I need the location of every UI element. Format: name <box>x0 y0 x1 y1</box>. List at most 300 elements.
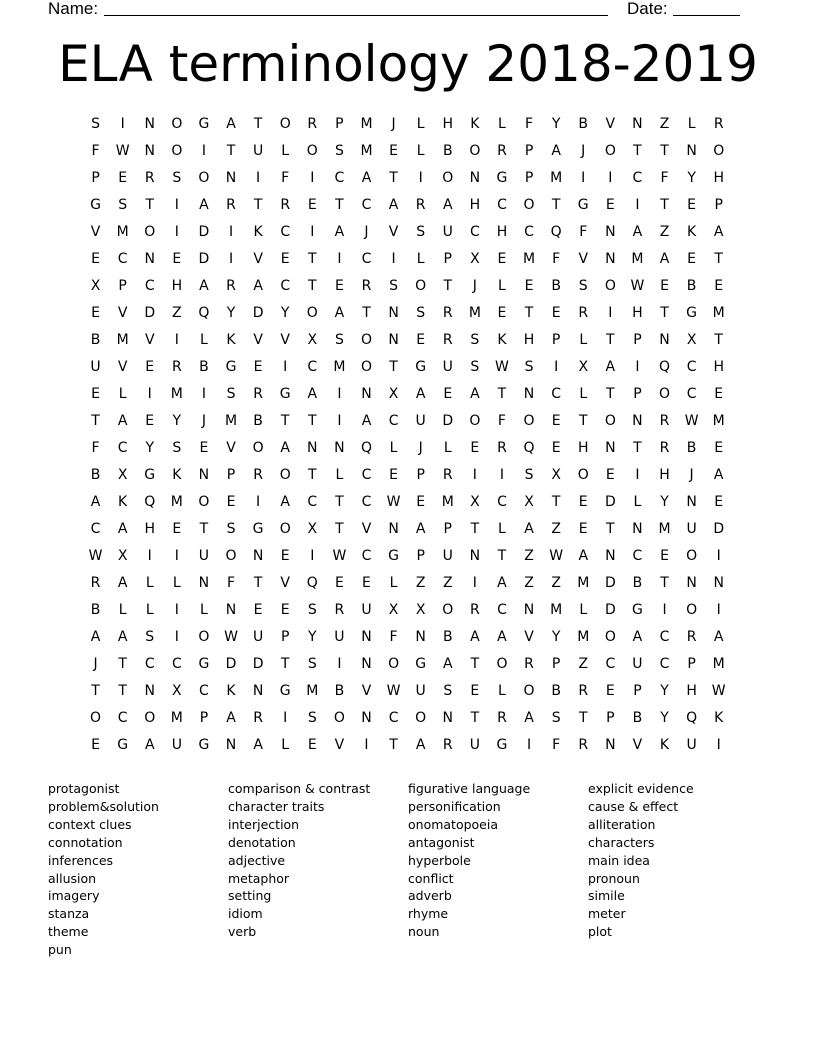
grid-letter: B <box>90 332 101 348</box>
grid-letter: Y <box>172 413 182 429</box>
grid-letter: N <box>198 467 210 483</box>
grid-letter: I <box>472 575 477 591</box>
grid-letter: L <box>416 251 425 267</box>
grid-letter: N <box>469 548 481 564</box>
grid-letter: C <box>632 548 643 564</box>
word-bank-item: stanza <box>48 906 90 922</box>
grid-letter: H <box>686 683 697 699</box>
grid-letter: G <box>631 602 643 618</box>
grid-letter: C <box>199 683 209 699</box>
grid-letter: K <box>497 332 507 348</box>
grid-letter: U <box>469 737 480 753</box>
grid-letter: Y <box>308 629 317 645</box>
grid-letter: V <box>117 359 128 375</box>
grid-letter: I <box>526 737 532 753</box>
grid-letter: N <box>659 332 670 348</box>
grid-letter: R <box>442 332 453 348</box>
grid-letter: T <box>362 305 371 321</box>
grid-letter: E <box>172 251 182 267</box>
grid-letter: D <box>442 413 454 429</box>
grid-letter: F <box>91 440 100 456</box>
grid-letter: I <box>337 251 342 267</box>
grid-letter: A <box>361 170 372 186</box>
grid-letter: V <box>524 629 534 645</box>
grid-letter: E <box>91 737 100 753</box>
grid-letter: N <box>252 548 264 564</box>
grid-letter: S <box>524 359 534 375</box>
grid-letter: F <box>660 170 669 186</box>
grid-letter: Q <box>659 359 671 375</box>
grid-letter: A <box>470 629 480 645</box>
word-bank-item: protagonist <box>48 781 120 796</box>
grid-letter: T <box>606 521 615 537</box>
word-search-grid <box>82 111 732 759</box>
grid-letter: I <box>364 737 369 753</box>
grid-letter: H <box>442 116 454 132</box>
grid-letter: A <box>497 629 507 645</box>
grid-letter: L <box>118 386 127 402</box>
grid-letter: A <box>605 359 616 375</box>
grid-letter: P <box>633 386 642 402</box>
grid-letter: I <box>581 170 586 186</box>
grid-letter: O <box>333 710 345 726</box>
grid-letter: N <box>632 413 643 429</box>
grid-letter: C <box>117 710 128 726</box>
grid-letter: U <box>415 683 426 699</box>
word-bank-item: conflict <box>408 870 454 886</box>
grid-letter: Z <box>551 575 561 591</box>
grid-letter: C <box>117 251 128 267</box>
grid-letter: C <box>686 386 697 402</box>
grid-letter: O <box>198 170 210 186</box>
grid-letter: O <box>171 116 183 132</box>
grid-letter: F <box>552 251 561 267</box>
word-bank-item: alliteration <box>588 816 656 832</box>
word-bank-item: inferences <box>48 852 114 868</box>
grid-letter: Y <box>226 305 236 321</box>
grid-letter: V <box>90 224 101 240</box>
grid-letter: L <box>389 440 398 456</box>
grid-letter: Y <box>660 494 669 510</box>
grid-letter: C <box>659 629 670 645</box>
grid-letter: D <box>198 251 210 267</box>
grid-row <box>82 273 732 300</box>
grid-letter: M <box>306 683 319 699</box>
grid-letter: Z <box>442 575 453 591</box>
grid-letter: Q <box>523 440 535 456</box>
grid-row <box>82 489 732 516</box>
grid-letter: L <box>498 521 506 537</box>
grid-letter: O <box>523 683 535 699</box>
grid-letter: R <box>713 116 724 132</box>
grid-letter: S <box>389 278 399 294</box>
grid-letter: Q <box>306 575 318 591</box>
grid-letter: G <box>388 548 399 564</box>
grid-letter: S <box>524 467 534 483</box>
grid-letter: A <box>713 224 724 240</box>
grid-letter: E <box>145 413 155 429</box>
grid-letter: N <box>225 737 237 753</box>
grid-letter: N <box>144 251 155 267</box>
grid-letter: X <box>172 683 182 699</box>
grid-letter: A <box>713 467 724 483</box>
grid-letter: T <box>389 737 398 753</box>
grid-letter: A <box>117 575 128 591</box>
grid-letter: E <box>524 278 534 294</box>
grid-letter: L <box>145 602 154 618</box>
grid-letter: O <box>279 467 291 483</box>
grid-letter: C <box>280 224 291 240</box>
grid-letter: E <box>578 521 588 537</box>
name-label: Name: <box>48 0 99 18</box>
grid-letter: B <box>686 278 697 294</box>
grid-letter: R <box>171 359 182 375</box>
grid-row <box>82 300 732 327</box>
grid-letter: T <box>524 305 534 321</box>
grid-letter: K <box>714 710 724 726</box>
grid-letter: O <box>388 656 400 672</box>
grid-letter: U <box>686 737 697 753</box>
grid-letter: E <box>172 521 182 537</box>
grid-letter: P <box>416 548 425 564</box>
grid-letter: C <box>632 170 643 186</box>
grid-letter: I <box>716 602 721 618</box>
grid-letter: C <box>605 656 616 672</box>
grid-letter: L <box>389 575 398 591</box>
grid-letter: X <box>524 494 534 510</box>
word-bank-item: pronoun <box>588 870 640 886</box>
grid-letter: E <box>605 467 615 483</box>
grid-letter: X <box>578 359 589 375</box>
grid-letter: V <box>388 224 399 240</box>
grid-letter: I <box>174 629 179 645</box>
grid-letter: Z <box>524 548 534 564</box>
grid-letter: D <box>604 575 616 591</box>
date-blank-line <box>673 15 740 16</box>
grid-letter: C <box>171 656 182 672</box>
grid-letter: E <box>605 683 615 699</box>
grid-letter: B <box>442 629 453 645</box>
grid-letter: X <box>551 467 561 483</box>
grid-letter: U <box>361 602 372 618</box>
grid-letter: L <box>416 143 425 159</box>
grid-letter: O <box>604 143 616 159</box>
grid-letter: E <box>551 440 561 456</box>
grid-letter: M <box>712 305 725 321</box>
grid-letter: H <box>496 224 508 240</box>
grid-letter: T <box>606 386 615 402</box>
grid-letter: E <box>443 386 453 402</box>
word-bank-item: denotation <box>228 834 296 850</box>
grid-letter: D <box>252 656 264 672</box>
grid-letter: G <box>225 359 237 375</box>
word-bank-item: verb <box>228 924 257 940</box>
grid-letter: T <box>497 386 507 402</box>
grid-row <box>82 219 732 246</box>
grid-letter: N <box>388 521 399 537</box>
grid-letter: O <box>198 494 210 510</box>
grid-letter: R <box>253 467 263 483</box>
grid-letter: Z <box>524 575 534 591</box>
grid-row <box>82 165 732 192</box>
grid-letter: A <box>334 305 345 321</box>
grid-letter: N <box>713 575 724 591</box>
grid-letter: C <box>280 278 291 294</box>
grid-letter: C <box>497 197 507 213</box>
grid-letter: O <box>686 548 698 564</box>
grid-letter: P <box>524 143 534 159</box>
grid-letter: T <box>714 332 723 348</box>
grid-letter: T <box>253 575 263 591</box>
grid-letter: T <box>308 413 317 429</box>
grid-letter: Q <box>360 440 372 456</box>
grid-letter: X <box>117 548 128 564</box>
grid-letter: V <box>280 332 290 348</box>
grid-letter: M <box>224 413 238 429</box>
grid-letter: E <box>199 440 209 456</box>
grid-letter: Y <box>551 116 561 132</box>
grid-letter: R <box>253 710 263 726</box>
grid-letter: M <box>360 116 373 132</box>
word-bank-item: metaphor <box>228 870 290 886</box>
grid-letter: A <box>442 656 453 672</box>
grid-letter: L <box>498 278 506 294</box>
grid-letter: P <box>443 521 452 537</box>
grid-row <box>82 705 732 732</box>
grid-row <box>82 435 732 462</box>
grid-letter: P <box>714 197 723 213</box>
grid-letter: T <box>253 197 263 213</box>
grid-letter: L <box>200 332 208 348</box>
grid-letter: Q <box>144 494 156 510</box>
grid-letter: N <box>144 116 155 132</box>
grid-letter: O <box>360 332 372 348</box>
word-bank-column <box>588 780 768 959</box>
grid-letter: A <box>90 629 101 645</box>
grid-letter: F <box>281 170 290 186</box>
grid-letter: N <box>605 251 616 267</box>
grid-letter: L <box>145 575 154 591</box>
grid-row <box>82 111 732 138</box>
grid-letter: Q <box>198 305 210 321</box>
grid-letter: W <box>332 548 347 564</box>
grid-letter: C <box>117 440 128 456</box>
word-bank-item: setting <box>228 888 272 904</box>
grid-row <box>82 678 732 705</box>
grid-letter: G <box>415 656 427 672</box>
grid-row <box>82 543 732 570</box>
date-label: Date: <box>627 0 668 18</box>
grid-letter: W <box>224 629 238 645</box>
grid-letter: P <box>524 170 534 186</box>
grid-letter: N <box>686 575 697 591</box>
grid-row <box>82 516 732 543</box>
word-bank-item: theme <box>48 924 89 940</box>
grid-row <box>82 381 732 408</box>
grid-letter: S <box>91 116 100 132</box>
grid-letter: K <box>470 116 480 132</box>
grid-letter: D <box>713 521 725 537</box>
grid-letter: I <box>120 116 125 132</box>
word-bank-item: noun <box>408 924 440 940</box>
grid-letter: N <box>198 575 210 591</box>
grid-letter: R <box>334 602 345 618</box>
word-bank-item: explicit evidence <box>588 781 694 796</box>
grid-letter: I <box>256 170 261 186</box>
grid-letter: D <box>225 656 237 672</box>
grid-letter: N <box>686 143 697 159</box>
grid-letter: T <box>335 197 344 213</box>
grid-letter: O <box>306 143 318 159</box>
grid-letter: B <box>632 575 643 591</box>
grid-letter: R <box>280 197 291 213</box>
grid-letter: N <box>442 710 453 726</box>
grid-letter: E <box>280 251 290 267</box>
grid-letter: X <box>470 494 480 510</box>
grid-letter: A <box>253 278 263 294</box>
grid-letter: X <box>388 602 399 618</box>
grid-row <box>82 192 732 219</box>
grid-letter: E <box>660 548 669 564</box>
grid-letter: N <box>361 629 372 645</box>
grid-letter: J <box>472 278 477 294</box>
grid-letter: I <box>635 359 640 375</box>
grid-letter: C <box>334 170 345 186</box>
grid-letter: T <box>253 116 263 132</box>
grid-letter: N <box>632 521 643 537</box>
grid-letter: A <box>659 251 670 267</box>
grid-row <box>82 408 732 435</box>
grid-letter: P <box>606 710 615 726</box>
grid-letter: T <box>91 413 100 429</box>
grid-letter: E <box>687 197 697 213</box>
grid-letter: C <box>144 656 155 672</box>
grid-letter: A <box>117 629 128 645</box>
grid-letter: M <box>333 359 346 375</box>
grid-letter: S <box>172 170 182 186</box>
grid-letter: E <box>389 143 398 159</box>
grid-letter: C <box>497 602 507 618</box>
grid-letter: U <box>415 413 426 429</box>
grid-letter: J <box>581 143 586 159</box>
grid-letter: O <box>252 440 264 456</box>
word-bank-item: personification <box>408 798 501 814</box>
grid-letter: S <box>470 332 480 348</box>
grid-letter: B <box>578 116 589 132</box>
grid-letter: C <box>497 494 507 510</box>
grid-letter: R <box>253 386 263 402</box>
grid-letter: C <box>524 224 534 240</box>
grid-letter: Y <box>280 305 290 321</box>
grid-letter: G <box>415 359 427 375</box>
grid-letter: I <box>174 224 179 240</box>
grid-letter: E <box>307 197 317 213</box>
grid-letter: C <box>686 359 697 375</box>
grid-letter: R <box>361 278 372 294</box>
grid-letter: R <box>659 413 670 429</box>
grid-letter: V <box>605 116 616 132</box>
grid-letter: N <box>632 116 643 132</box>
grid-letter: E <box>497 305 507 321</box>
grid-letter: T <box>308 278 317 294</box>
grid-letter: O <box>360 359 372 375</box>
grid-letter: A <box>578 548 589 564</box>
grid-letter: V <box>117 305 128 321</box>
grid-letter: J <box>364 224 369 240</box>
word-bank-item: connotation <box>48 834 123 850</box>
grid-letter: A <box>253 737 263 753</box>
grid-letter: C <box>307 494 318 510</box>
grid-letter: E <box>334 575 344 591</box>
grid-letter: M <box>116 224 129 240</box>
grid-letter: T <box>714 251 723 267</box>
grid-letter: G <box>686 305 698 321</box>
grid-letter: B <box>253 413 263 429</box>
word-bank-item: meter <box>588 906 626 922</box>
grid-letter: R <box>90 575 101 591</box>
grid-letter: V <box>280 575 290 591</box>
grid-letter: D <box>144 305 156 321</box>
grid-letter: M <box>170 710 183 726</box>
grid-letter: L <box>633 494 642 510</box>
grid-letter: U <box>198 548 210 564</box>
grid-letter: C <box>361 467 372 483</box>
grid-letter: L <box>416 116 425 132</box>
grid-letter: G <box>198 116 210 132</box>
grid-letter: N <box>361 656 372 672</box>
grid-letter: I <box>418 170 423 186</box>
grid-letter: C <box>388 710 399 726</box>
grid-letter: K <box>226 332 236 348</box>
grid-letter: D <box>252 305 264 321</box>
grid-letter: E <box>389 467 398 483</box>
grid-letter: E <box>145 359 155 375</box>
grid-letter: T <box>335 494 344 510</box>
grid-letter: E <box>714 386 724 402</box>
grid-letter: A <box>90 494 101 510</box>
grid-letter: R <box>442 305 453 321</box>
grid-letter: X <box>307 332 318 348</box>
grid-letter: T <box>280 656 290 672</box>
grid-letter: S <box>334 332 344 348</box>
grid-letter: K <box>172 467 182 483</box>
grid-letter: B <box>199 359 209 375</box>
grid-letter: A <box>524 521 534 537</box>
grid-letter: P <box>280 629 290 645</box>
grid-letter: I <box>635 197 640 213</box>
grid-row <box>82 462 732 489</box>
grid-letter: W <box>88 548 103 564</box>
grid-letter: N <box>686 494 697 510</box>
grid-letter: Z <box>659 224 670 240</box>
word-bank-item: allusion <box>48 870 97 886</box>
grid-letter: J <box>201 413 206 429</box>
grid-letter: G <box>144 467 156 483</box>
grid-letter: I <box>337 656 342 672</box>
grid-letter: I <box>310 170 315 186</box>
grid-letter: C <box>90 521 101 537</box>
grid-letter: M <box>631 251 644 267</box>
grid-row <box>82 138 732 165</box>
grid-letter: I <box>337 413 342 429</box>
word-bank-item: plot <box>588 924 612 940</box>
grid-letter: Y <box>660 683 669 699</box>
grid-letter: R <box>578 737 589 753</box>
grid-letter: L <box>118 602 127 618</box>
grid-letter: E <box>687 251 697 267</box>
grid-letter: O <box>713 143 725 159</box>
grid-letter: V <box>578 251 589 267</box>
